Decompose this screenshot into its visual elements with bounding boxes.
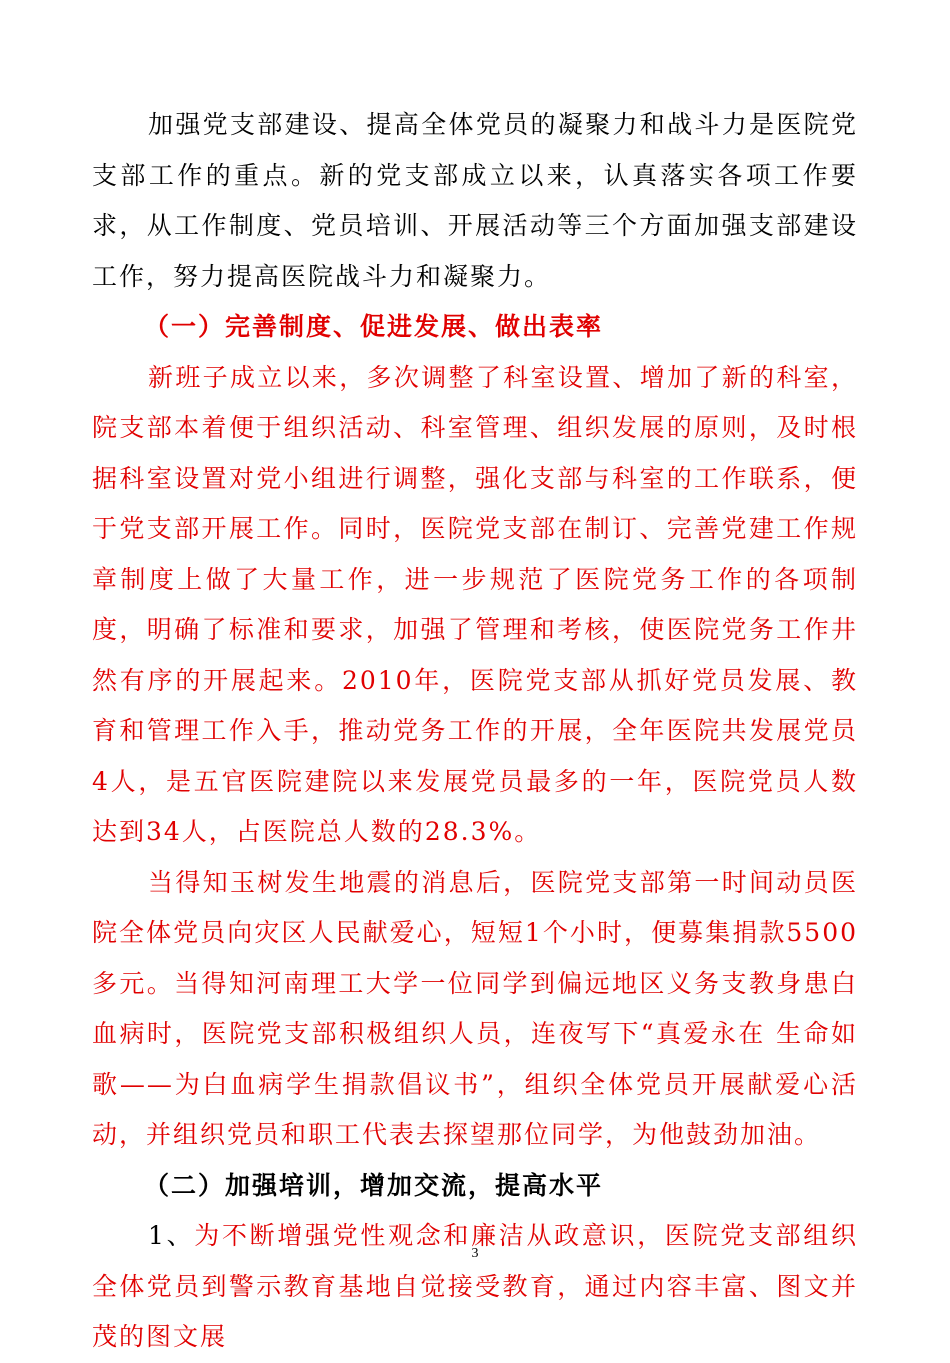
section-1-paragraph-2: 当得知玉树发生地震的消息后，医院党支部第一时间动员医院全体党员向灾区人民献爱心，短短1个小时，便募集捐款5500多元。当得知河南理工大学一位同学到偏远地区义务支教身患白血病时，医院党支部积极组织人员，连夜写下“真爱永在 生命如歌——为白血病学生捐款倡议书”，组织全体党员开展献爱心活动，并组织党员和职工代表去探望那位同学，为他鼓劲加油。	[92, 867, 858, 1149]
page-number: 3	[471, 1246, 479, 1261]
section-heading-2: （二）加强培训，增加交流，提高水平	[144, 1170, 604, 1200]
section-2-paragraph-1-text: 为不断增强党性观念和廉洁从政意识，医院党支部组织全体党员到警示教育基地自觉接受教育，通过内容丰富、图文并茂的图文展	[92, 1221, 858, 1351]
section-1-paragraph-1: 新班子成立以来，多次调整了科室设置、增加了新的科室，院支部本着便于组织活动、科室管理、组织发展的原则，及时根据科室设置对党小组进行调整，强化支部与科室的工作联系，便于党支部开展工作。同时，医院党支部在制订、完善党建工作规章制度上做了大量工作，进一步规范了医院党务工作的各项制度，明确了标准和要求，加强了管理和考核，使医院党务工作井然有序的开展起来。2010年，医院党支部从抓好党员发展、教育和管理工作入手，推动党务工作的开展，全年医院共发展党员4人，是五官医院建院以来发展党员最多的一年，医院党员人数达到34人，占医院总人数的28.3%。	[92, 362, 858, 846]
intro-paragraph: 加强党支部建设、提高全体党员的凝聚力和战斗力是医院党支部工作的重点。新的党支部成立以来，认真落实各项工作要求，从工作制度、党员培训、开展活动等三个方面加强支部建设工作，努力提高医院战斗力和凝聚力。	[92, 110, 858, 291]
document-body	[92, 100, 858, 1363]
section-heading-1: （一）完善制度、促进发展、做出表率	[144, 312, 604, 341]
list-number: 1、	[148, 1221, 195, 1250]
section-2-paragraph-1	[92, 1211, 858, 1363]
